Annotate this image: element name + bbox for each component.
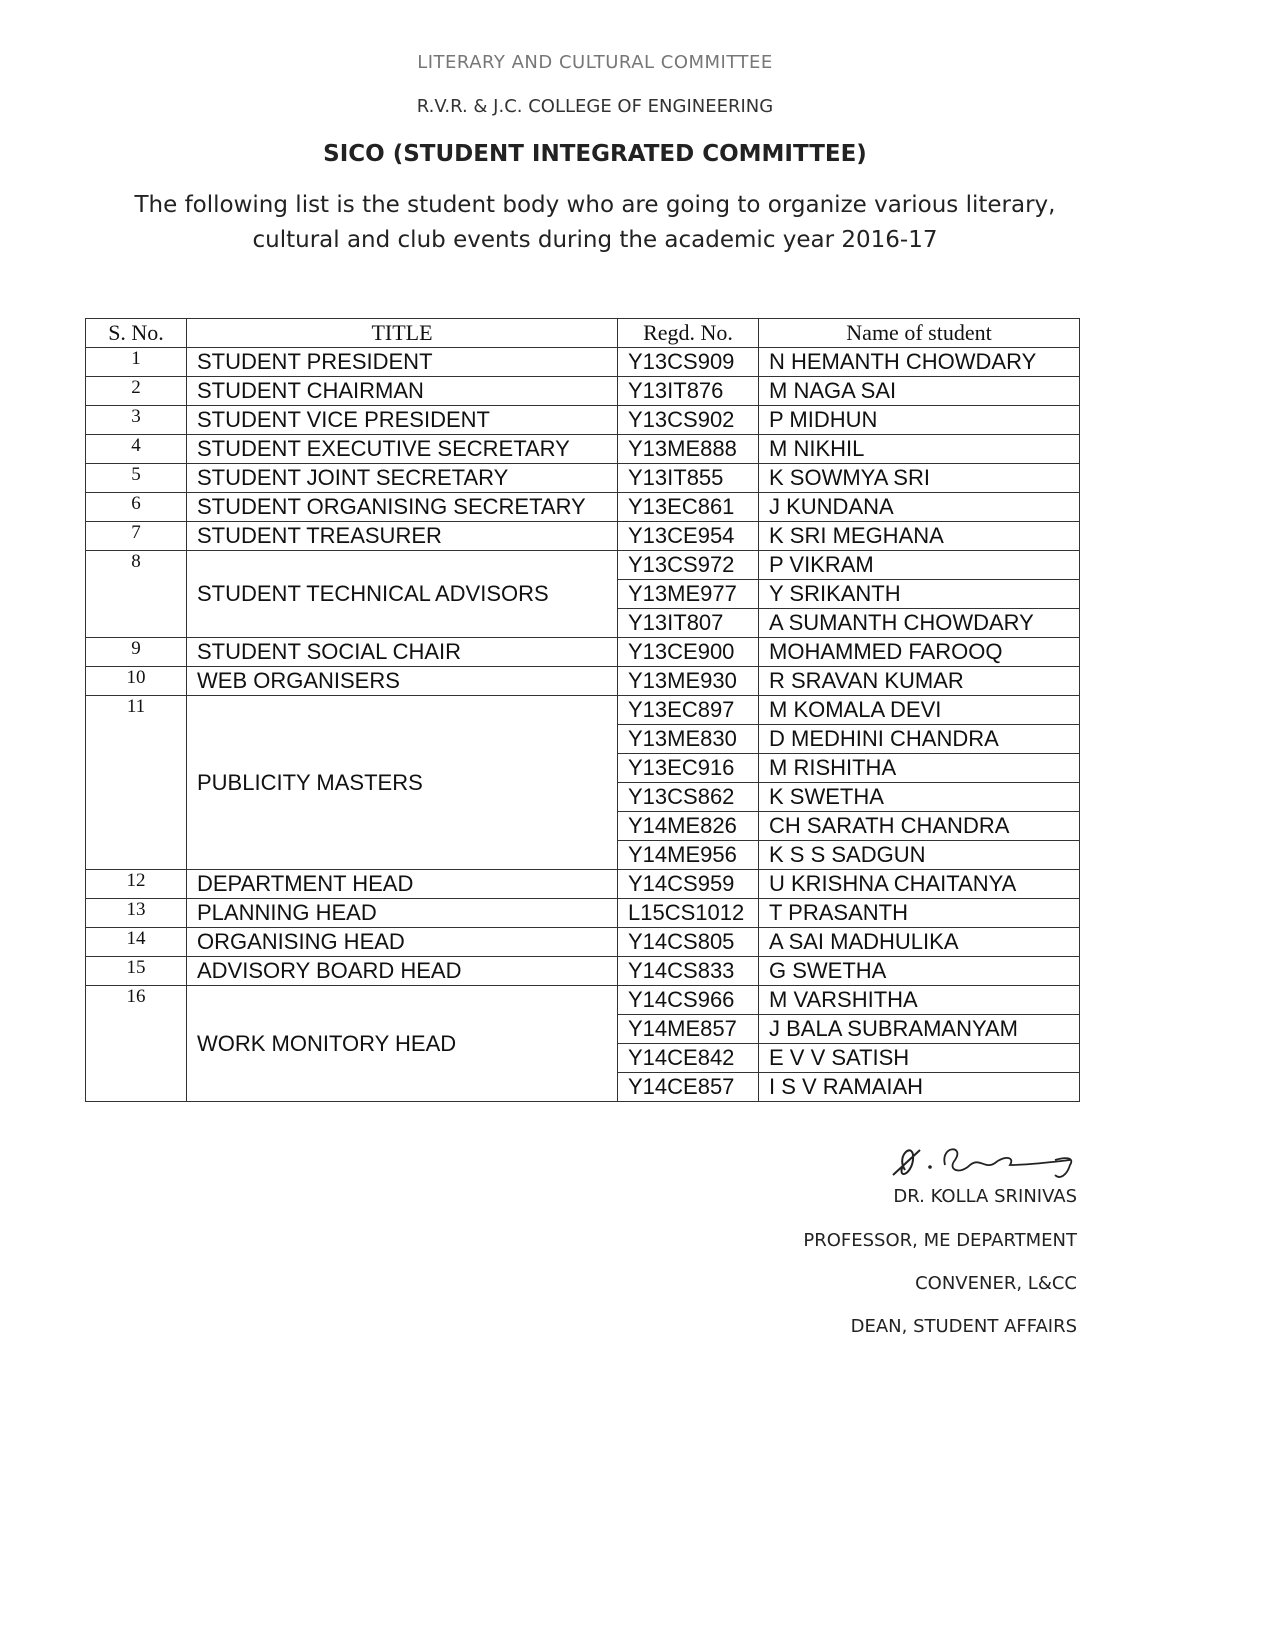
student-name-cell: J KUNDANA	[759, 493, 1080, 522]
student-name-cell: J BALA SUBRAMANYAM	[759, 1015, 1080, 1044]
table-row	[86, 493, 1080, 522]
student-name-cell: D MEDHINI CHANDRA	[759, 725, 1080, 754]
title-cell: WEB ORGANISERS	[187, 667, 618, 696]
regd-number-cell: Y13ME930	[618, 667, 759, 696]
title-cell: ADVISORY BOARD HEAD	[187, 957, 618, 986]
student-name-cell: M RISHITHA	[759, 754, 1080, 783]
table-row	[86, 986, 1080, 1015]
table-row	[86, 406, 1080, 435]
student-name-cell: E V V SATISH	[759, 1044, 1080, 1073]
table-row	[86, 696, 1080, 725]
serial-number-cell: 1	[86, 348, 187, 377]
serial-number-cell: 4	[86, 435, 187, 464]
table-row	[86, 435, 1080, 464]
table-header-row	[86, 319, 1080, 348]
table-row	[86, 522, 1080, 551]
committee-heading: LITERARY AND CULTURAL COMMITTEE	[417, 52, 773, 73]
title-cell: WORK MONITORY HEAD	[187, 986, 618, 1102]
student-name-cell: K SRI MEGHANA	[759, 522, 1080, 551]
student-name-cell: P MIDHUN	[759, 406, 1080, 435]
regd-number-cell: Y13CS972	[618, 551, 759, 580]
regd-number-cell: Y14CS959	[618, 870, 759, 899]
table-row	[86, 464, 1080, 493]
title-cell: PLANNING HEAD	[187, 899, 618, 928]
serial-number-cell: 11	[86, 696, 187, 870]
signatory-dean: DEAN, STUDENT AFFAIRS	[850, 1316, 1077, 1337]
regd-number-cell: Y14ME857	[618, 1015, 759, 1044]
regd-number-cell: Y13CS902	[618, 406, 759, 435]
student-name-cell: N HEMANTH CHOWDARY	[759, 348, 1080, 377]
regd-number-cell: Y13CS909	[618, 348, 759, 377]
regd-number-cell: Y14CE857	[618, 1073, 759, 1102]
document-title: SICO (STUDENT INTEGRATED COMMITTEE)	[323, 141, 867, 167]
title-cell: STUDENT PRESIDENT	[187, 348, 618, 377]
regd-number-cell: Y14CS833	[618, 957, 759, 986]
table-row	[86, 899, 1080, 928]
student-name-cell: K S S SADGUN	[759, 841, 1080, 870]
table-row	[86, 957, 1080, 986]
serial-number-cell: 2	[86, 377, 187, 406]
title-cell: DEPARTMENT HEAD	[187, 870, 618, 899]
regd-number-cell: Y13CS862	[618, 783, 759, 812]
column-header-name: Name of student	[759, 319, 1080, 348]
regd-number-cell: Y13EC916	[618, 754, 759, 783]
title-cell: STUDENT JOINT SECRETARY	[187, 464, 618, 493]
regd-number-cell: Y13ME888	[618, 435, 759, 464]
student-name-cell: K SWETHA	[759, 783, 1080, 812]
student-name-cell: P VIKRAM	[759, 551, 1080, 580]
column-header-title: TITLE	[187, 319, 618, 348]
table-row	[86, 638, 1080, 667]
serial-number-cell: 8	[86, 551, 187, 638]
table-row	[86, 928, 1080, 957]
table-row	[86, 667, 1080, 696]
intro-line-1: The following list is the student body who are going to organize various literary,	[134, 192, 1056, 218]
regd-number-cell: L15CS1012	[618, 899, 759, 928]
serial-number-cell: 7	[86, 522, 187, 551]
title-cell: STUDENT VICE PRESIDENT	[187, 406, 618, 435]
title-cell: STUDENT ORGANISING SECRETARY	[187, 493, 618, 522]
student-name-cell: G SWETHA	[759, 957, 1080, 986]
regd-number-cell: Y14ME826	[618, 812, 759, 841]
regd-number-cell: Y13IT876	[618, 377, 759, 406]
serial-number-cell: 3	[86, 406, 187, 435]
serial-number-cell: 9	[86, 638, 187, 667]
table-row	[86, 348, 1080, 377]
title-cell: STUDENT SOCIAL CHAIR	[187, 638, 618, 667]
student-name-cell: CH SARATH CHANDRA	[759, 812, 1080, 841]
serial-number-cell: 14	[86, 928, 187, 957]
student-name-cell: U KRISHNA CHAITANYA	[759, 870, 1080, 899]
column-header-regd: Regd. No.	[618, 319, 759, 348]
regd-number-cell: Y14CS805	[618, 928, 759, 957]
serial-number-cell: 16	[86, 986, 187, 1102]
column-header-sno: S. No.	[86, 319, 187, 348]
intro-line-2: cultural and club events during the academic year 2016-17	[252, 227, 938, 253]
student-name-cell: T PRASANTH	[759, 899, 1080, 928]
regd-number-cell: Y13CE900	[618, 638, 759, 667]
student-name-cell: M KOMALA DEVI	[759, 696, 1080, 725]
signatory-name: DR. KOLLA SRINIVAS	[893, 1186, 1077, 1207]
table-row	[86, 551, 1080, 580]
serial-number-cell: 5	[86, 464, 187, 493]
student-name-cell: A SUMANTH CHOWDARY	[759, 609, 1080, 638]
student-name-cell: M VARSHITHA	[759, 986, 1080, 1015]
regd-number-cell: Y13EC861	[618, 493, 759, 522]
title-cell: STUDENT TREASURER	[187, 522, 618, 551]
student-name-cell: K SOWMYA SRI	[759, 464, 1080, 493]
serial-number-cell: 15	[86, 957, 187, 986]
regd-number-cell: Y14CE842	[618, 1044, 759, 1073]
table-body	[86, 348, 1080, 1102]
serial-number-cell: 13	[86, 899, 187, 928]
regd-number-cell: Y13CE954	[618, 522, 759, 551]
regd-number-cell: Y13IT807	[618, 609, 759, 638]
regd-number-cell: Y14ME956	[618, 841, 759, 870]
title-cell: STUDENT CHAIRMAN	[187, 377, 618, 406]
table-row	[86, 377, 1080, 406]
student-name-cell: MOHAMMED FAROOQ	[759, 638, 1080, 667]
college-heading: R.V.R. & J.C. COLLEGE OF ENGINEERING	[416, 96, 774, 117]
regd-number-cell: Y13IT855	[618, 464, 759, 493]
title-cell: STUDENT TECHNICAL ADVISORS	[187, 551, 618, 638]
student-name-cell: Y SRIKANTH	[759, 580, 1080, 609]
student-name-cell: I S V RAMAIAH	[759, 1073, 1080, 1102]
table-row	[86, 870, 1080, 899]
regd-number-cell: Y13EC897	[618, 696, 759, 725]
signatory-designation: PROFESSOR, ME DEPARTMENT	[803, 1230, 1077, 1251]
title-cell: STUDENT EXECUTIVE SECRETARY	[187, 435, 618, 464]
serial-number-cell: 6	[86, 493, 187, 522]
student-name-cell: A SAI MADHULIKA	[759, 928, 1080, 957]
student-name-cell: R SRAVAN KUMAR	[759, 667, 1080, 696]
student-name-cell: M NIKHIL	[759, 435, 1080, 464]
title-cell: PUBLICITY MASTERS	[187, 696, 618, 870]
signatory-convener: CONVENER, L&CC	[915, 1273, 1077, 1294]
student-name-cell: M NAGA SAI	[759, 377, 1080, 406]
intro-paragraph	[100, 188, 1090, 258]
student-body-table	[85, 318, 1080, 1102]
serial-number-cell: 10	[86, 667, 187, 696]
regd-number-cell: Y13ME977	[618, 580, 759, 609]
regd-number-cell: Y14CS966	[618, 986, 759, 1015]
regd-number-cell: Y13ME830	[618, 725, 759, 754]
title-cell: ORGANISING HEAD	[187, 928, 618, 957]
serial-number-cell: 12	[86, 870, 187, 899]
